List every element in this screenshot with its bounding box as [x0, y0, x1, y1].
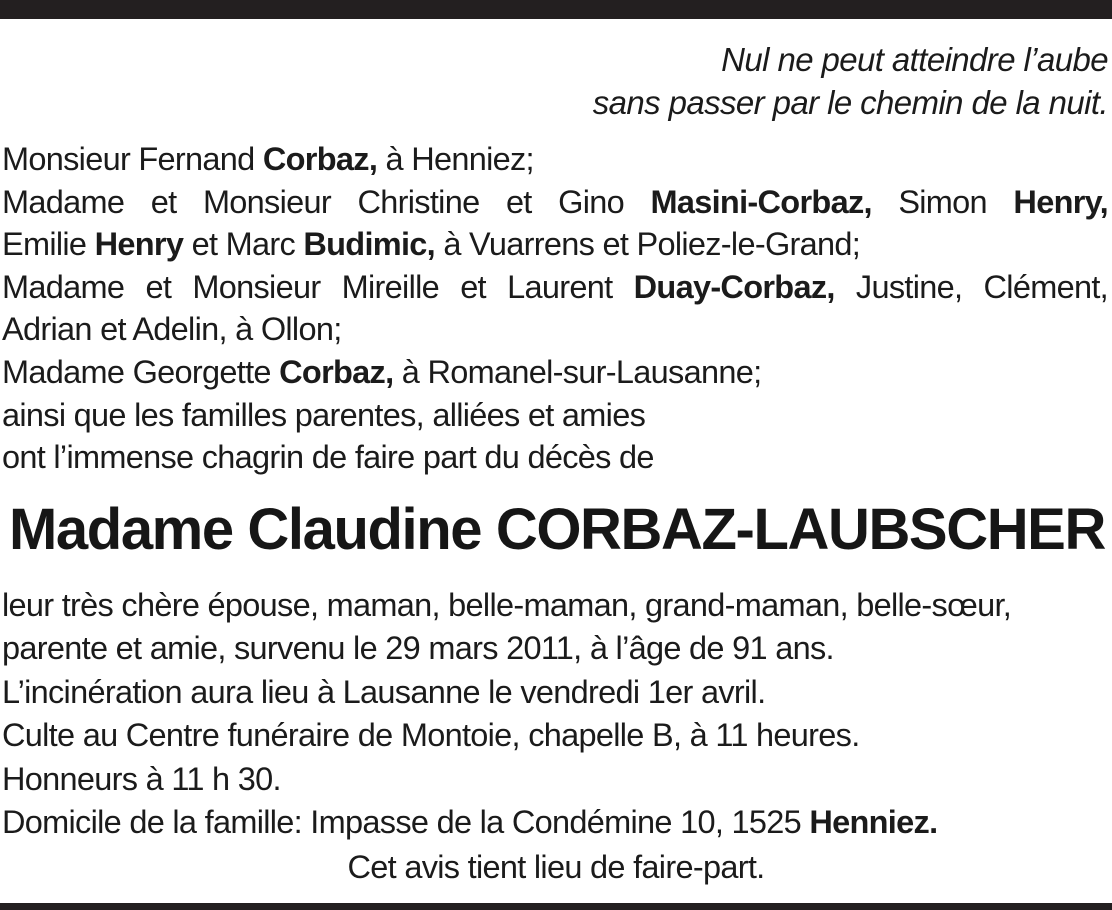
surname: Corbaz,: [262, 141, 378, 177]
surname: Masini-Corbaz,: [650, 183, 872, 220]
details-line: Culte au Centre funéraire de Montoie, chapelle B, à 11 heures.: [2, 717, 860, 754]
family-line: [2, 223, 1108, 266]
text-run: Domicile de la famille: Impasse de la Condémine 10, 1525: [2, 804, 810, 841]
word: Laurent: [507, 268, 613, 305]
epigraph-line: sans passer par le chemin de la nuit.: [592, 84, 1108, 121]
word: Madame: [2, 183, 125, 220]
word: et: [460, 268, 486, 305]
epigraph-quote: [593, 38, 1108, 124]
surname: Corbaz,: [279, 353, 394, 390]
text-run: à Henniez;: [377, 141, 534, 177]
family-line: [2, 138, 1108, 181]
text-run: Monsieur Fernand: [2, 141, 263, 177]
surname: Henry: [94, 226, 184, 263]
text-run: Emilie: [2, 226, 95, 263]
surname: Henry,: [1013, 183, 1108, 220]
surname: Budimic,: [303, 226, 436, 263]
text-run: à Romanel-sur-Lausanne;: [393, 353, 762, 390]
word: et: [505, 183, 532, 220]
word: Monsieur: [192, 268, 321, 305]
family-line: ainsi que les familles parentes, alliées et amies: [2, 396, 646, 433]
word: Simon: [898, 183, 987, 220]
details-line: parente et amie, survenu le 29 mars 2011, à l’âge de 91 ans.: [2, 630, 834, 667]
word: Mireille: [341, 268, 439, 305]
word: et: [150, 183, 177, 220]
family-line: Adrian et Adelin, à Ollon;: [2, 311, 342, 348]
word: et: [145, 268, 172, 305]
bottom-rule: [0, 903, 1112, 910]
word: Gino: [558, 183, 624, 220]
deceased-name: Madame Claudine CORBAZ-LAUBSCHER: [9, 497, 1105, 562]
family-announcement: [2, 138, 1108, 479]
word: Clément,: [983, 268, 1108, 305]
word: Monsieur: [202, 183, 332, 220]
details-line: L’incinération aura lieu à Lausanne le vendredi 1er avril.: [2, 673, 766, 710]
word: Christine: [357, 183, 480, 220]
text-run: Madame Georgette: [2, 353, 280, 390]
text-run: et Marc: [183, 226, 304, 263]
family-line: [2, 266, 1108, 309]
details-line: leur très chère épouse, maman, belle-maman, grand-maman, belle-sœur,: [2, 587, 1012, 623]
town-name: Henniez.: [809, 804, 938, 841]
top-rule: [0, 0, 1112, 19]
details-line: Honneurs à 11 h 30.: [2, 760, 281, 797]
word: Madame: [2, 268, 125, 305]
text-run: à Vuarrens et Poliez-le-Grand;: [435, 226, 861, 263]
surname: Duay-Corbaz,: [633, 268, 835, 305]
closing-note: Cet avis tient lieu de faire-part.: [347, 849, 765, 885]
word: Justine,: [855, 268, 963, 305]
details-line: [2, 801, 1108, 844]
epigraph-line: Nul ne peut atteindre l’aube: [721, 41, 1108, 78]
family-line: [2, 351, 1108, 394]
obituary-details: [2, 584, 1108, 844]
family-line: [2, 181, 1108, 224]
family-line: ont l’immense chagrin de faire part du décès de: [2, 439, 654, 476]
